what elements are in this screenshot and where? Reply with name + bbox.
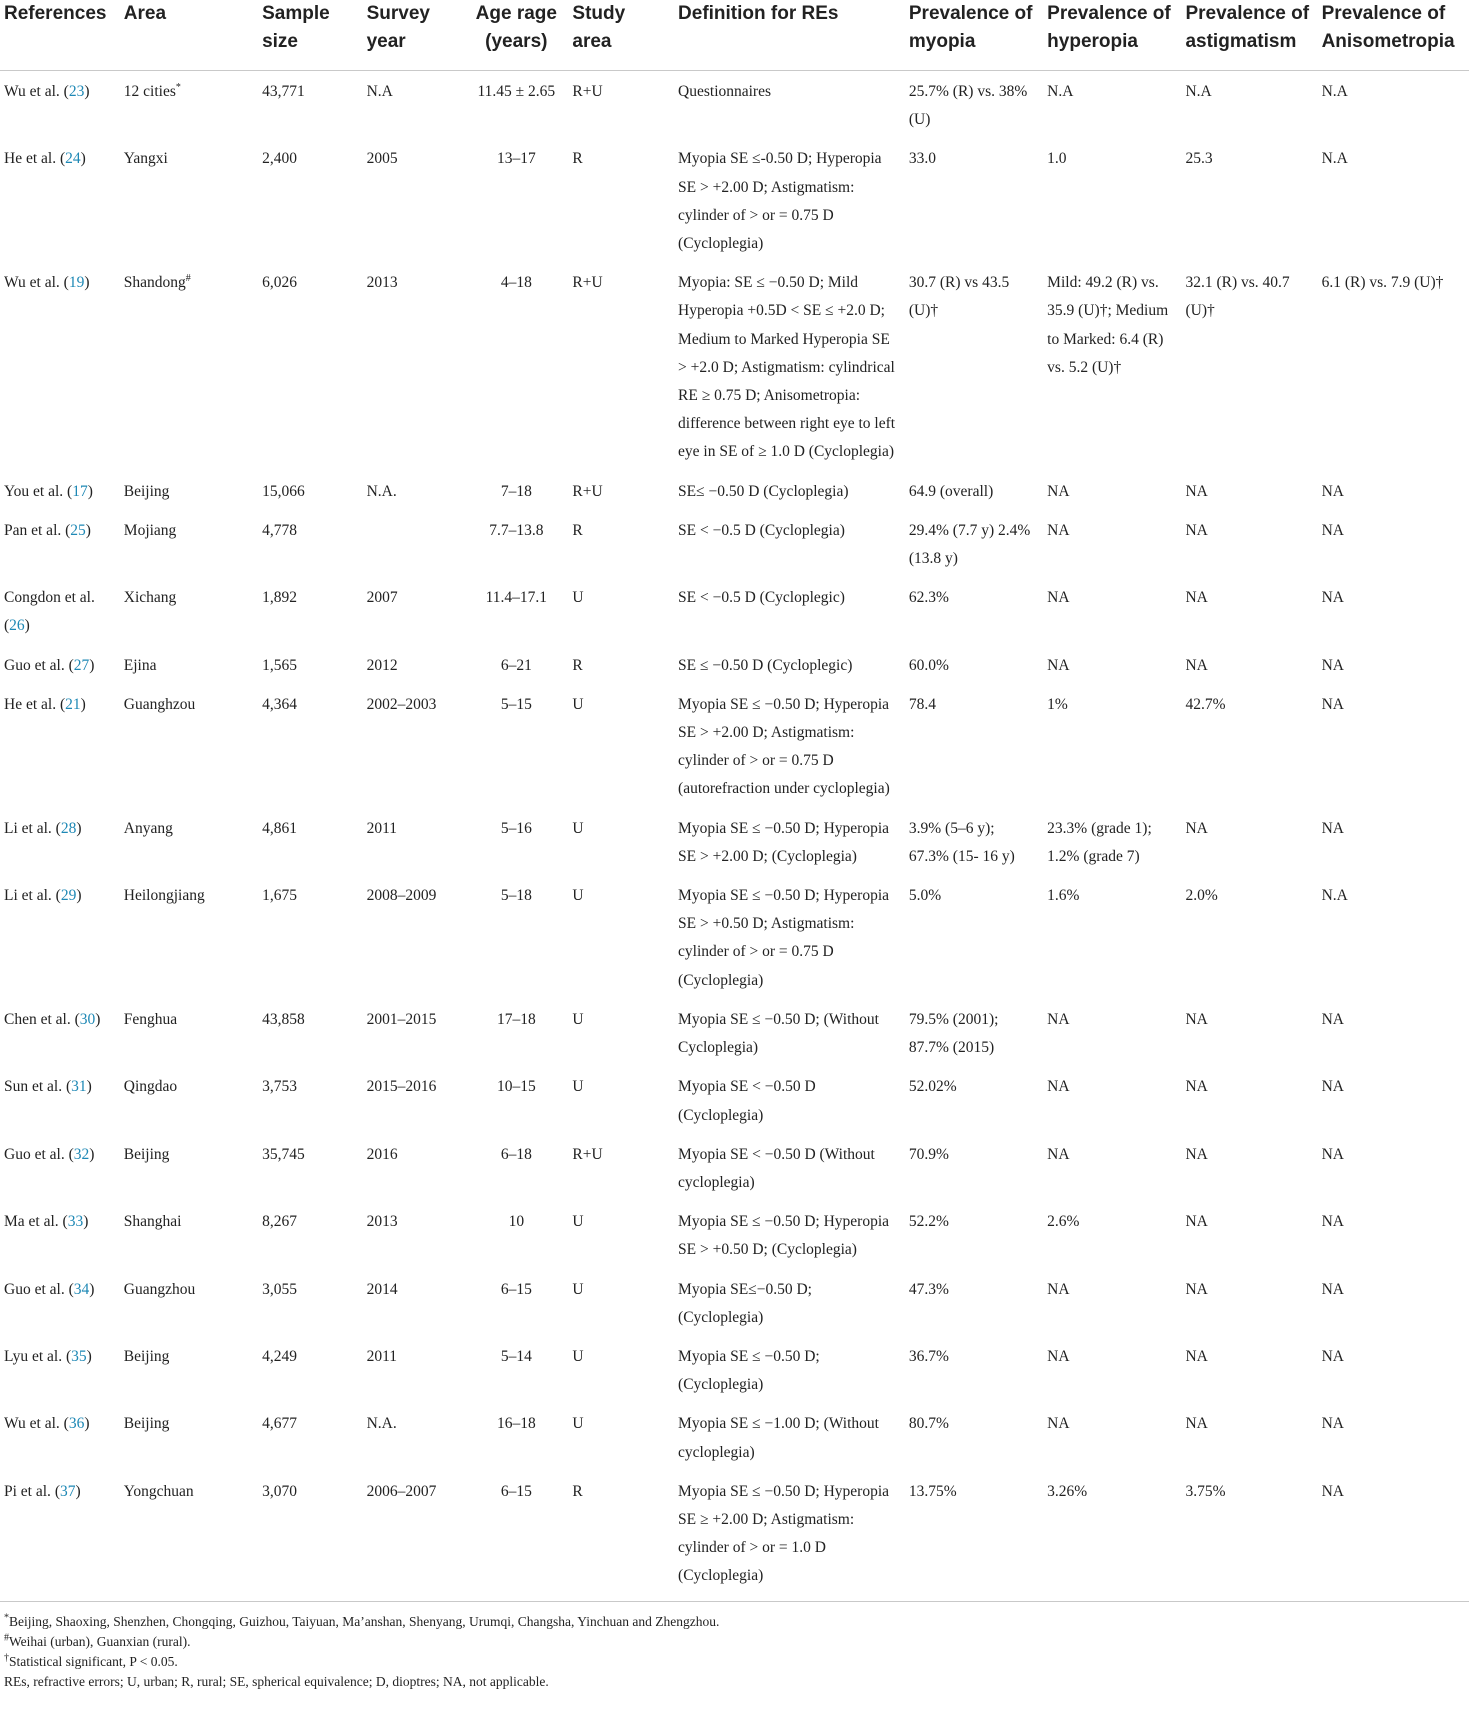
cell-definition: Myopia SE ≤ −0.50 D; (Cycloplegia) <box>678 1347 820 1394</box>
cell-study-area: U <box>572 695 584 713</box>
cell-definition: Myopia SE ≤-0.50 D; Hyperopia SE > +2.00 D; Astigmatism: cylinder of > or = 0.75 D (Cycloplegia) <box>678 150 882 253</box>
cell-area <box>120 808 258 875</box>
cell-study-area: U <box>572 887 584 905</box>
table-header-row <box>0 0 1469 71</box>
cell-prevalence-astigmatism: 2.0% <box>1185 887 1218 905</box>
cell-area <box>120 577 258 644</box>
cell-prevalence-myopia: 5.0% <box>908 887 942 905</box>
cell-area <box>120 1066 258 1133</box>
cell-sample-size: 43,771 <box>262 83 305 100</box>
cell-prevalence-anisometropia: N.A <box>1321 150 1348 168</box>
cell-prevalence-hyperopia: NA <box>1047 589 1070 607</box>
cell-age-range: 5–15 <box>500 695 532 713</box>
cell-sample-size: 4,364 <box>262 695 297 713</box>
citation-link[interactable]: 23 <box>68 83 85 100</box>
cell-survey-year: 2011 <box>366 1347 398 1365</box>
reference-author: Ma et al. <box>4 1213 59 1231</box>
cell-sample-size: 3,070 <box>258 1471 363 1601</box>
cell-reference: Guo et al. (32) <box>4 1145 95 1163</box>
cell-age-range: 10–15 <box>496 1078 536 1096</box>
cell-prevalence-hyperopia: NA <box>1047 656 1070 674</box>
cell-sample-size: 4,778 <box>262 521 297 539</box>
cell-study-area: U <box>572 1347 584 1365</box>
cell-study-area: U <box>572 1010 584 1028</box>
cell-definition: Myopia SE≤−0.50 D; (Cycloplegia) <box>678 1280 812 1326</box>
area-name: Xichang <box>123 589 177 607</box>
table-row <box>0 808 1469 875</box>
cell-area <box>120 645 258 684</box>
cell-reference: Wu et al. (23) <box>4 83 90 100</box>
reference-author: He et al. <box>4 150 57 168</box>
cell-sample-size: 35,745 <box>262 1145 305 1163</box>
cell-reference: You et al. (17) <box>4 482 93 500</box>
cell-prevalence-astigmatism: 32.1 (R) vs. 40.7 (U)† <box>1185 274 1290 320</box>
cell-area <box>120 684 258 808</box>
cell-prevalence-astigmatism: 25.3 <box>1185 150 1213 168</box>
footnote-line <box>4 1672 1469 1692</box>
area-name: 12 cities <box>123 83 176 100</box>
table-row <box>0 1269 1469 1336</box>
cell-definition: Myopia SE ≤ −1.00 D; (Without cycloplegia) <box>678 1415 879 1461</box>
cell-prevalence-anisometropia: NA <box>1318 1471 1469 1601</box>
citation-link[interactable]: 30 <box>79 1010 96 1028</box>
table-row <box>0 1066 1469 1133</box>
area-name: Guangzhou <box>123 1280 196 1298</box>
cell-definition: Myopia SE ≤ −0.50 D; Hyperopia SE > +0.50 D; (Cycloplegia) <box>678 1213 890 1259</box>
cell-prevalence-myopia: 64.9 (overall) <box>908 482 994 500</box>
cell-area <box>120 1134 258 1201</box>
cell-prevalence-hyperopia: 1% <box>1047 695 1068 713</box>
cell-sample-size: 8,267 <box>262 1213 297 1231</box>
cell-prevalence-astigmatism: NA <box>1185 1213 1208 1231</box>
cell-prevalence-anisometropia: NA <box>1321 1010 1344 1028</box>
header-prevalence-anisometropia: Prevalence of Anisometropia <box>1318 0 1469 71</box>
cell-survey-year: 2011 <box>366 819 398 837</box>
cell-reference: Li et al. (28) <box>4 819 82 837</box>
cell-definition: Myopia SE ≤ −0.50 D; (Without Cycloplegia) <box>678 1010 879 1057</box>
cell-prevalence-myopia: 52.02% <box>908 1078 957 1096</box>
area-footnote-mark: # <box>185 273 191 285</box>
cell-reference: Congdon et al. (26) <box>4 589 95 635</box>
cell-sample-size: 3,055 <box>262 1280 297 1298</box>
cell-prevalence-myopia: 52.2% <box>908 1213 949 1231</box>
citation-link[interactable]: 32 <box>73 1145 90 1163</box>
table-body <box>0 71 1469 1602</box>
area-name: Yongchuan <box>123 1482 194 1500</box>
area-name: Mojiang <box>123 521 177 539</box>
cell-study-area: R+U <box>572 83 603 100</box>
cell-study-area: R+U <box>572 1145 603 1163</box>
cell-prevalence-astigmatism: NA <box>1185 819 1208 837</box>
cell-reference: He et al. (21) <box>4 695 86 713</box>
cell-sample-size: 2,400 <box>262 150 297 168</box>
cell-prevalence-astigmatism: 42.7% <box>1185 695 1226 713</box>
area-name: Beijing <box>123 1145 170 1163</box>
reference-author: Wu et al. <box>4 1415 60 1433</box>
cell-prevalence-hyperopia: NA <box>1047 1415 1070 1433</box>
header-area: Area <box>120 0 258 71</box>
table-row <box>0 262 1469 470</box>
cell-age-range: 13–17 <box>496 150 536 168</box>
cell-prevalence-hyperopia: NA <box>1047 521 1070 539</box>
cell-reference: He et al. (24) <box>4 150 86 168</box>
cell-area <box>120 262 258 470</box>
cell-sample-size: 1,675 <box>262 887 297 905</box>
cell-age-range: 6–15 <box>500 1280 532 1298</box>
cell-prevalence-hyperopia: 2.6% <box>1047 1213 1080 1231</box>
table-row <box>0 684 1469 808</box>
cell-prevalence-astigmatism: N.A <box>1185 83 1212 100</box>
cell-study-area: U <box>572 819 584 837</box>
table-row <box>0 1201 1469 1268</box>
footnote-text: Statistical significant, P < 0.05. <box>9 1653 178 1669</box>
cell-prevalence-myopia: 29.4% (7.7 y) 2.4% (13.8 y) <box>908 521 1031 568</box>
table-row <box>0 71 1469 139</box>
cell-prevalence-anisometropia: NA <box>1321 695 1344 713</box>
cell-prevalence-hyperopia: NA <box>1047 1078 1070 1096</box>
cell-age-range: 5–16 <box>500 819 532 837</box>
cell-survey-year: 2001–2015 <box>366 1010 437 1028</box>
cell-prevalence-anisometropia: NA <box>1321 1280 1344 1298</box>
cell-survey-year: 2013 <box>366 274 398 292</box>
cell-prevalence-hyperopia: NA <box>1047 1145 1070 1163</box>
reference-author: Guo et al. <box>4 1280 65 1298</box>
table-row <box>0 471 1469 510</box>
cell-age-range: 5–14 <box>500 1347 532 1365</box>
cell-prevalence-astigmatism: NA <box>1185 1145 1208 1163</box>
cell-age-range: 4–18 <box>500 274 532 292</box>
area-name: Beijing <box>123 1415 170 1433</box>
cell-prevalence-hyperopia: 1.6% <box>1047 887 1080 905</box>
cell-prevalence-myopia: 33.0 <box>908 150 936 168</box>
cell-prevalence-astigmatism: NA <box>1185 1347 1208 1365</box>
cell-survey-year: 2002–2003 <box>366 695 437 713</box>
cell-prevalence-myopia: 25.7% (R) vs. 38% (U) <box>908 83 1028 129</box>
reference-author: Li et al. <box>4 819 52 837</box>
table-row <box>0 875 1469 999</box>
citation-link[interactable]: 28 <box>60 819 77 837</box>
footnote-line <box>4 1612 1469 1632</box>
cell-reference: Sun et al. (31) <box>4 1078 92 1096</box>
reference-author: He et al. <box>4 695 57 713</box>
footnote-line <box>4 1632 1469 1652</box>
cell-prevalence-anisometropia: NA <box>1321 819 1344 837</box>
cell-area <box>120 1403 258 1470</box>
reference-author: Pan et al. <box>4 521 62 539</box>
cell-prevalence-hyperopia: NA <box>1047 1010 1070 1028</box>
cell-study-area: R <box>572 521 583 539</box>
cell-prevalence-anisometropia: NA <box>1321 482 1344 500</box>
cell-area <box>120 999 258 1066</box>
area-footnote-mark: * <box>175 81 181 93</box>
cell-age-range: 11.4–17.1 <box>485 589 548 607</box>
cell-definition: Myopia SE ≤ −0.50 D; Hyperopia SE > +2.00 D; Astigmatism: cylinder of > or = 0.75 D (autorefraction under cycloplegia) <box>678 695 890 798</box>
cell-prevalence-astigmatism: NA <box>1185 482 1208 500</box>
area-name: Shandong <box>123 274 186 292</box>
header-prevalence-myopia: Prevalence of myopia <box>905 0 1043 71</box>
table-row <box>0 510 1469 577</box>
cell-prevalence-myopia: 47.3% <box>908 1280 949 1298</box>
cell-area <box>120 510 258 577</box>
cell-prevalence-anisometropia: NA <box>1321 589 1344 607</box>
reference-author: Sun et al. <box>4 1078 63 1096</box>
cell-sample-size: 1,565 <box>262 656 297 674</box>
cell-reference: Ma et al. (33) <box>4 1213 89 1231</box>
cell-reference: Lyu et al. (35) <box>4 1347 92 1365</box>
cell-area <box>120 471 258 510</box>
table-row <box>0 1471 1469 1601</box>
cell-age-range: 11.45 ± 2.65 <box>477 83 556 100</box>
header-study-area: Study area <box>568 0 674 71</box>
cell-age-range: 6–15 <box>468 1471 568 1601</box>
table-row <box>0 138 1469 262</box>
cell-sample-size: 6,026 <box>262 274 297 292</box>
citation-link[interactable]: 26 <box>9 617 25 635</box>
reference-author: Wu et al. <box>4 274 60 292</box>
reference-author: Wu et al. <box>4 83 60 100</box>
citation-link[interactable]: 37 <box>59 1482 76 1500</box>
cell-prevalence-anisometropia: N.A <box>1321 887 1348 905</box>
header-references: References <box>0 0 120 71</box>
cell-survey-year: N.A. <box>366 1415 397 1433</box>
cell-reference: Pan et al. (25) <box>4 521 91 539</box>
cell-reference: Wu et al. (19) <box>4 274 90 292</box>
cell-prevalence-anisometropia: NA <box>1321 1078 1344 1096</box>
header-survey-year: Survey year <box>363 0 469 71</box>
cell-area <box>120 1269 258 1336</box>
cell-prevalence-anisometropia: NA <box>1321 656 1344 674</box>
cell-sample-size: 1,892 <box>262 589 297 607</box>
cell-prevalence-myopia: 3.9% (5–6 y); 67.3% (15- 16 y) <box>908 819 1015 865</box>
header-prevalence-hyperopia: Prevalence of hyperopia <box>1043 0 1181 71</box>
cell-definition: SE < −0.5 D (Cycloplegic) <box>678 589 845 607</box>
cell-study-area: R <box>572 150 583 168</box>
cell-study-area: R+U <box>572 482 603 500</box>
footnote-text: Beijing, Shaoxing, Shenzhen, Chongqing, Guizhou, Taiyuan, Ma’anshan, Shenyang, Urumqi, Changsha, Yinchuan and Zhengzhou. <box>9 1613 720 1629</box>
cell-area <box>120 138 258 262</box>
citation-link[interactable]: 34 <box>73 1280 90 1298</box>
cell-survey-year <box>363 510 469 577</box>
cell-definition: Myopia SE ≤ −0.50 D; Hyperopia SE > +2.00 D; (Cycloplegia) <box>678 819 890 865</box>
cell-prevalence-astigmatism: 3.75% <box>1181 1471 1317 1601</box>
citation-link[interactable]: 19 <box>68 274 85 292</box>
cell-survey-year: 2013 <box>366 1213 398 1231</box>
cell-sample-size: 3,753 <box>262 1078 297 1096</box>
cell-prevalence-myopia: 62.3% <box>908 589 949 607</box>
table-footnotes <box>0 1602 1469 1692</box>
footnote-text: Weihai (urban), Guanxian (rural). <box>9 1633 191 1649</box>
table-row <box>0 645 1469 684</box>
cell-sample-size: 15,066 <box>262 482 305 500</box>
area-name: Beijing <box>123 1347 170 1365</box>
area-name: Yangxi <box>123 150 168 168</box>
cell-prevalence-myopia: 78.4 <box>908 695 936 713</box>
cell-reference: Guo et al. (34) <box>4 1280 95 1298</box>
cell-study-area: R <box>572 656 583 674</box>
cell-study-area: U <box>572 1415 584 1433</box>
cell-prevalence-myopia: 36.7% <box>908 1347 949 1365</box>
cell-prevalence-hyperopia: 23.3% (grade 1); 1.2% (grade 7) <box>1047 819 1152 865</box>
citation-link[interactable]: 25 <box>70 521 86 539</box>
cell-area <box>120 875 258 999</box>
cell-definition: Myopia SE ≤ −0.50 D; Hyperopia SE ≥ +2.00 D; Astigmatism: cylinder of > or = 1.0 D (Cycloplegia) <box>674 1471 905 1601</box>
cell-prevalence-myopia: 80.7% <box>908 1415 949 1433</box>
cell-prevalence-astigmatism: NA <box>1185 1078 1208 1096</box>
cell-survey-year: 2008–2009 <box>366 887 437 905</box>
reference-author: Chen et al. <box>4 1010 71 1028</box>
table-row <box>0 999 1469 1066</box>
citation-link[interactable]: 24 <box>65 150 81 168</box>
footnote-text: REs, refractive errors; U, urban; R, rural; SE, spherical equivalence; D, dioptres; NA, not applicable. <box>4 1673 549 1689</box>
cell-prevalence-astigmatism: NA <box>1185 1415 1208 1433</box>
cell-definition: Myopia SE < −0.50 D (Cycloplegia) <box>678 1078 816 1124</box>
citation-link[interactable]: 36 <box>68 1415 85 1433</box>
cell-survey-year: 2015–2016 <box>366 1078 437 1096</box>
citation-link[interactable]: 21 <box>65 695 81 713</box>
citation-link[interactable]: 31 <box>71 1078 87 1096</box>
cell-survey-year: 2016 <box>366 1145 398 1163</box>
cell-survey-year: 2014 <box>366 1280 398 1298</box>
reference-author: Li et al. <box>4 887 52 905</box>
cell-prevalence-astigmatism: NA <box>1185 589 1208 607</box>
header-prevalence-astigmatism: Prevalence of astigmatism <box>1181 0 1317 71</box>
cell-study-area: R+U <box>572 274 603 292</box>
cell-study-area: U <box>572 1213 584 1231</box>
cell-survey-year: 2005 <box>366 150 398 168</box>
reference-author: Guo et al. <box>4 656 65 674</box>
cell-prevalence-anisometropia: N.A <box>1321 83 1348 100</box>
cell-age-range: 17–18 <box>496 1010 536 1028</box>
cell-reference: Chen et al. (30) <box>4 1010 101 1028</box>
area-name: Beijing <box>123 482 170 500</box>
cell-sample-size: 4,249 <box>262 1347 297 1365</box>
cell-age-range: 5–18 <box>500 887 532 905</box>
header-sample-size: Sample size <box>258 0 363 71</box>
reference-author: Congdon et al. <box>4 589 95 607</box>
cell-reference: Li et al. (29) <box>4 887 82 905</box>
cell-definition: SE≤ −0.50 D (Cycloplegia) <box>678 482 849 500</box>
cell-age-range: 6–21 <box>500 656 532 674</box>
cell-prevalence-hyperopia: NA <box>1047 1347 1070 1365</box>
cell-reference: Pi et al. (37) <box>0 1471 120 1601</box>
area-name: Fenghua <box>123 1010 178 1028</box>
cell-sample-size: 43,858 <box>262 1010 305 1028</box>
cell-study-area: U <box>572 1280 584 1298</box>
cell-area <box>120 1336 258 1403</box>
cell-definition: Myopia SE ≤ −0.50 D; Hyperopia SE > +0.50 D; Astigmatism: cylinder of > or = 0.75 D (Cycloplegia) <box>678 887 890 989</box>
citation-link[interactable]: 27 <box>73 656 90 674</box>
cell-study-area: U <box>572 589 584 607</box>
area-name: Heilongjiang <box>123 887 205 905</box>
cell-prevalence-hyperopia: NA <box>1047 482 1070 500</box>
table-row <box>0 1134 1469 1201</box>
cell-prevalence-astigmatism: NA <box>1185 521 1208 539</box>
cell-area <box>120 1201 258 1268</box>
cell-prevalence-myopia: 30.7 (R) vs 43.5 (U)† <box>908 274 1010 320</box>
cell-prevalence-hyperopia: 3.26% <box>1043 1471 1181 1601</box>
reference-author: Pi et al. <box>4 1482 51 1500</box>
cell-definition: Questionnaires <box>678 83 772 100</box>
cell-age-range: 7–18 <box>500 482 532 500</box>
cell-prevalence-anisometropia: 6.1 (R) vs. 7.9 (U)† <box>1321 274 1444 292</box>
cell-survey-year: 2006–2007 <box>363 1471 469 1601</box>
cell-prevalence-anisometropia: NA <box>1321 521 1344 539</box>
cell-reference: Guo et al. (27) <box>4 656 95 674</box>
cell-prevalence-myopia: 60.0% <box>908 656 949 674</box>
cell-age-range: 16–18 <box>496 1415 536 1433</box>
footnote-mark: † <box>4 1652 9 1664</box>
area-name: Guanghzou <box>123 695 196 713</box>
header-definition: Definition for REs <box>674 0 905 71</box>
cell-prevalence-hyperopia: NA <box>1047 1280 1070 1298</box>
header-age-range: Age rage (years) <box>468 0 568 71</box>
cell-sample-size: 4,677 <box>262 1415 297 1433</box>
cell-prevalence-anisometropia: NA <box>1321 1415 1344 1433</box>
cell-survey-year: N.A <box>366 83 393 100</box>
area-name: Anyang <box>123 819 173 837</box>
area-name: Shanghai <box>123 1213 182 1231</box>
cell-prevalence-myopia: 79.5% (2001); 87.7% (2015) <box>908 1010 999 1057</box>
reference-author: You et al. <box>4 482 64 500</box>
table-row <box>0 1336 1469 1403</box>
cell-prevalence-anisometropia: NA <box>1321 1347 1344 1365</box>
citation-link[interactable]: 35 <box>71 1347 87 1365</box>
cell-study-area: U <box>572 1078 584 1096</box>
footnote-mark: * <box>4 1612 9 1624</box>
table-row <box>0 1403 1469 1470</box>
cell-definition: Myopia SE < −0.50 D (Without cycloplegia) <box>678 1145 875 1191</box>
cell-definition: SE ≤ −0.50 D (Cycloplegic) <box>678 656 853 674</box>
cell-definition: Myopia: SE ≤ −0.50 D; Mild Hyperopia +0.5D < SE ≤ +2.0 D; Medium to Marked Hyperopia SE > +2.0 D; Astigmatism: cylindrical RE ≥ 0.75 D; Anisometropia: difference between right eye to left eye in SE of ≥ 1.0 D (Cycloplegia) <box>678 274 896 461</box>
footnote-line <box>4 1652 1469 1672</box>
citation-link[interactable]: 33 <box>67 1213 84 1231</box>
cell-age-range: 6–18 <box>500 1145 532 1163</box>
citation-link[interactable]: 17 <box>72 482 88 500</box>
cell-prevalence-hyperopia: Mild: 49.2 (R) vs. 35.9 (U)†; Medium to Marked: 6.4 (R) vs. 5.2 (U)† <box>1047 274 1169 376</box>
cell-prevalence-hyperopia: 1.0 <box>1047 150 1067 168</box>
cell-survey-year: N.A. <box>366 482 397 500</box>
cell-prevalence-astigmatism: NA <box>1185 656 1208 674</box>
cell-prevalence-astigmatism: NA <box>1185 1010 1208 1028</box>
cell-age-range: 10 <box>508 1213 525 1231</box>
cell-age-range: 7.7–13.8 <box>489 521 544 539</box>
cell-survey-year: 2007 <box>366 589 398 607</box>
cell-prevalence-myopia: 70.9% <box>908 1145 949 1163</box>
reference-author: Guo et al. <box>4 1145 65 1163</box>
area-name: Ejina <box>123 656 157 674</box>
cell-prevalence-myopia: 13.75% <box>905 1471 1043 1601</box>
citation-link[interactable]: 29 <box>60 887 77 905</box>
cell-study-area: R <box>568 1471 674 1601</box>
cell-area <box>120 71 258 139</box>
cell-definition: SE < −0.5 D (Cycloplegia) <box>678 521 845 539</box>
area-name: Qingdao <box>123 1078 178 1096</box>
cell-area <box>120 1471 258 1601</box>
cell-prevalence-astigmatism: NA <box>1185 1280 1208 1298</box>
cell-survey-year: 2012 <box>366 656 398 674</box>
cell-prevalence-hyperopia: N.A <box>1047 83 1074 100</box>
cell-prevalence-anisometropia: NA <box>1321 1213 1344 1231</box>
reference-author: Lyu et al. <box>4 1347 63 1365</box>
cell-prevalence-anisometropia: NA <box>1321 1145 1344 1163</box>
cell-reference: Wu et al. (36) <box>4 1415 90 1433</box>
cell-sample-size: 4,861 <box>262 819 297 837</box>
footnote-mark: # <box>4 1632 9 1644</box>
table-row <box>0 577 1469 644</box>
